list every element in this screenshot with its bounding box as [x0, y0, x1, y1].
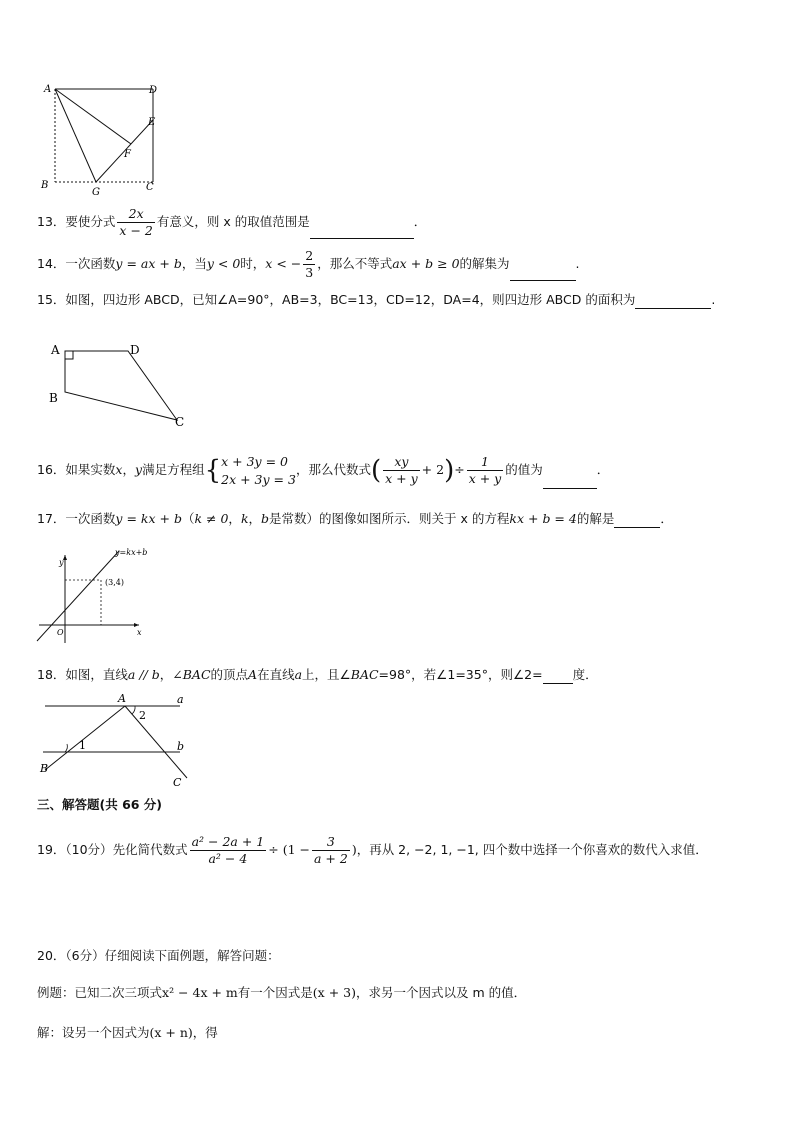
fraction: $\frac{2}{3}$: [305, 248, 314, 280]
answer-blank[interactable]: [543, 669, 573, 684]
quadrilateral-figure: [45, 340, 195, 432]
label-A: A: [118, 692, 126, 705]
example-line: 例题：已知二次三项式x² − 4x + m有一个因式是(x + 3)，求另一个因式以及 m 的值．: [37, 985, 527, 1000]
left-brace: {: [204, 455, 222, 486]
answer-blank[interactable]: [543, 474, 597, 489]
label-a: a: [177, 693, 184, 706]
x-axis-label: x: [137, 628, 142, 637]
label-G: G: [92, 187, 100, 198]
question-18: 18．如图，直线a // b，∠BAC的顶点A在直线a上，且∠BAC=98°，若∠1=35°，则∠2= 度．: [37, 667, 598, 682]
question-14: 14．一次函数y = ax + b，当y < 0时，x < − $\frac{2}{3}$ ，那么不等式ax + b ≥ 0的解集为 .: [37, 248, 580, 280]
angle-1-label: 1: [79, 739, 86, 752]
parallel-lines-figure: [35, 692, 200, 792]
question-19: 19．（10分）先化简代数式 $\frac{\text{a² − 2a + 1}}{\text{a² − 4}}$ ÷ (1 − $\frac{3}{a + 2}$ )，再从 2, −2, 1, −1, 四个数中选择一个你喜欢的数代入求值．: [37, 834, 708, 866]
label-A: A: [51, 343, 60, 357]
answer-blank[interactable]: [635, 294, 711, 309]
y-axis-label: y: [59, 558, 64, 567]
label-E: E: [148, 117, 156, 128]
equation-system: x + 3y = 0 2x + 3y = 3: [221, 453, 296, 487]
point-label: (3,4): [105, 578, 124, 587]
question-15: 15．如图，四边形 ABCD，已知∠A=90°，AB=3，BC=13，CD=12，DA=4，则四边形 ABCD 的面积为 .: [37, 292, 716, 307]
label-F: F: [124, 149, 131, 160]
question-20: 20．（6分）仔细阅读下面例题，解答问题：: [37, 948, 280, 963]
label-b: b: [177, 740, 185, 753]
fraction: $\frac{2x}{x - 2}$: [119, 206, 153, 238]
label-D: D: [130, 343, 140, 357]
answer-blank[interactable]: [614, 513, 660, 528]
answer-blank[interactable]: [310, 224, 414, 239]
label-B: B: [40, 762, 49, 775]
section-heading: 三、解答题(共 66 分): [37, 797, 163, 812]
question-17: 17．一次函数y = kx + b（k ≠ 0，k，b是常数）的图像如图所示．则关于 x 的方程kx + b = 4的解是 ．: [37, 511, 673, 526]
linear-function-graph: [35, 545, 155, 645]
label-B: B: [41, 180, 49, 191]
label-A: A: [44, 84, 52, 95]
line-label: y=kx+b: [115, 548, 148, 557]
question-13: 13．要使分式 $\frac{2x}{x - 2}$ 有意义，则 x 的取值范围是 ．: [37, 206, 427, 238]
square-figure: [35, 80, 165, 198]
question-16: 16．如果实数x，y满足方程组{ x + 3y = 0 2x + 3y = 3 ，那么代数式( $\frac{xy}{x + y}$ + 2)÷ $\frac{1}{x + y}$ 的值为 ．: [37, 453, 610, 487]
label-C: C: [175, 415, 185, 429]
label-C: C: [146, 182, 154, 193]
label-C: C: [173, 776, 182, 789]
label-D: D: [149, 85, 158, 96]
origin-label: O: [57, 628, 64, 637]
angle-2-label: 2: [139, 709, 146, 722]
solution-line: 解：设另一个因式为(x + n)，得: [37, 1025, 218, 1040]
label-B: B: [49, 391, 58, 405]
answer-blank[interactable]: [510, 266, 576, 281]
